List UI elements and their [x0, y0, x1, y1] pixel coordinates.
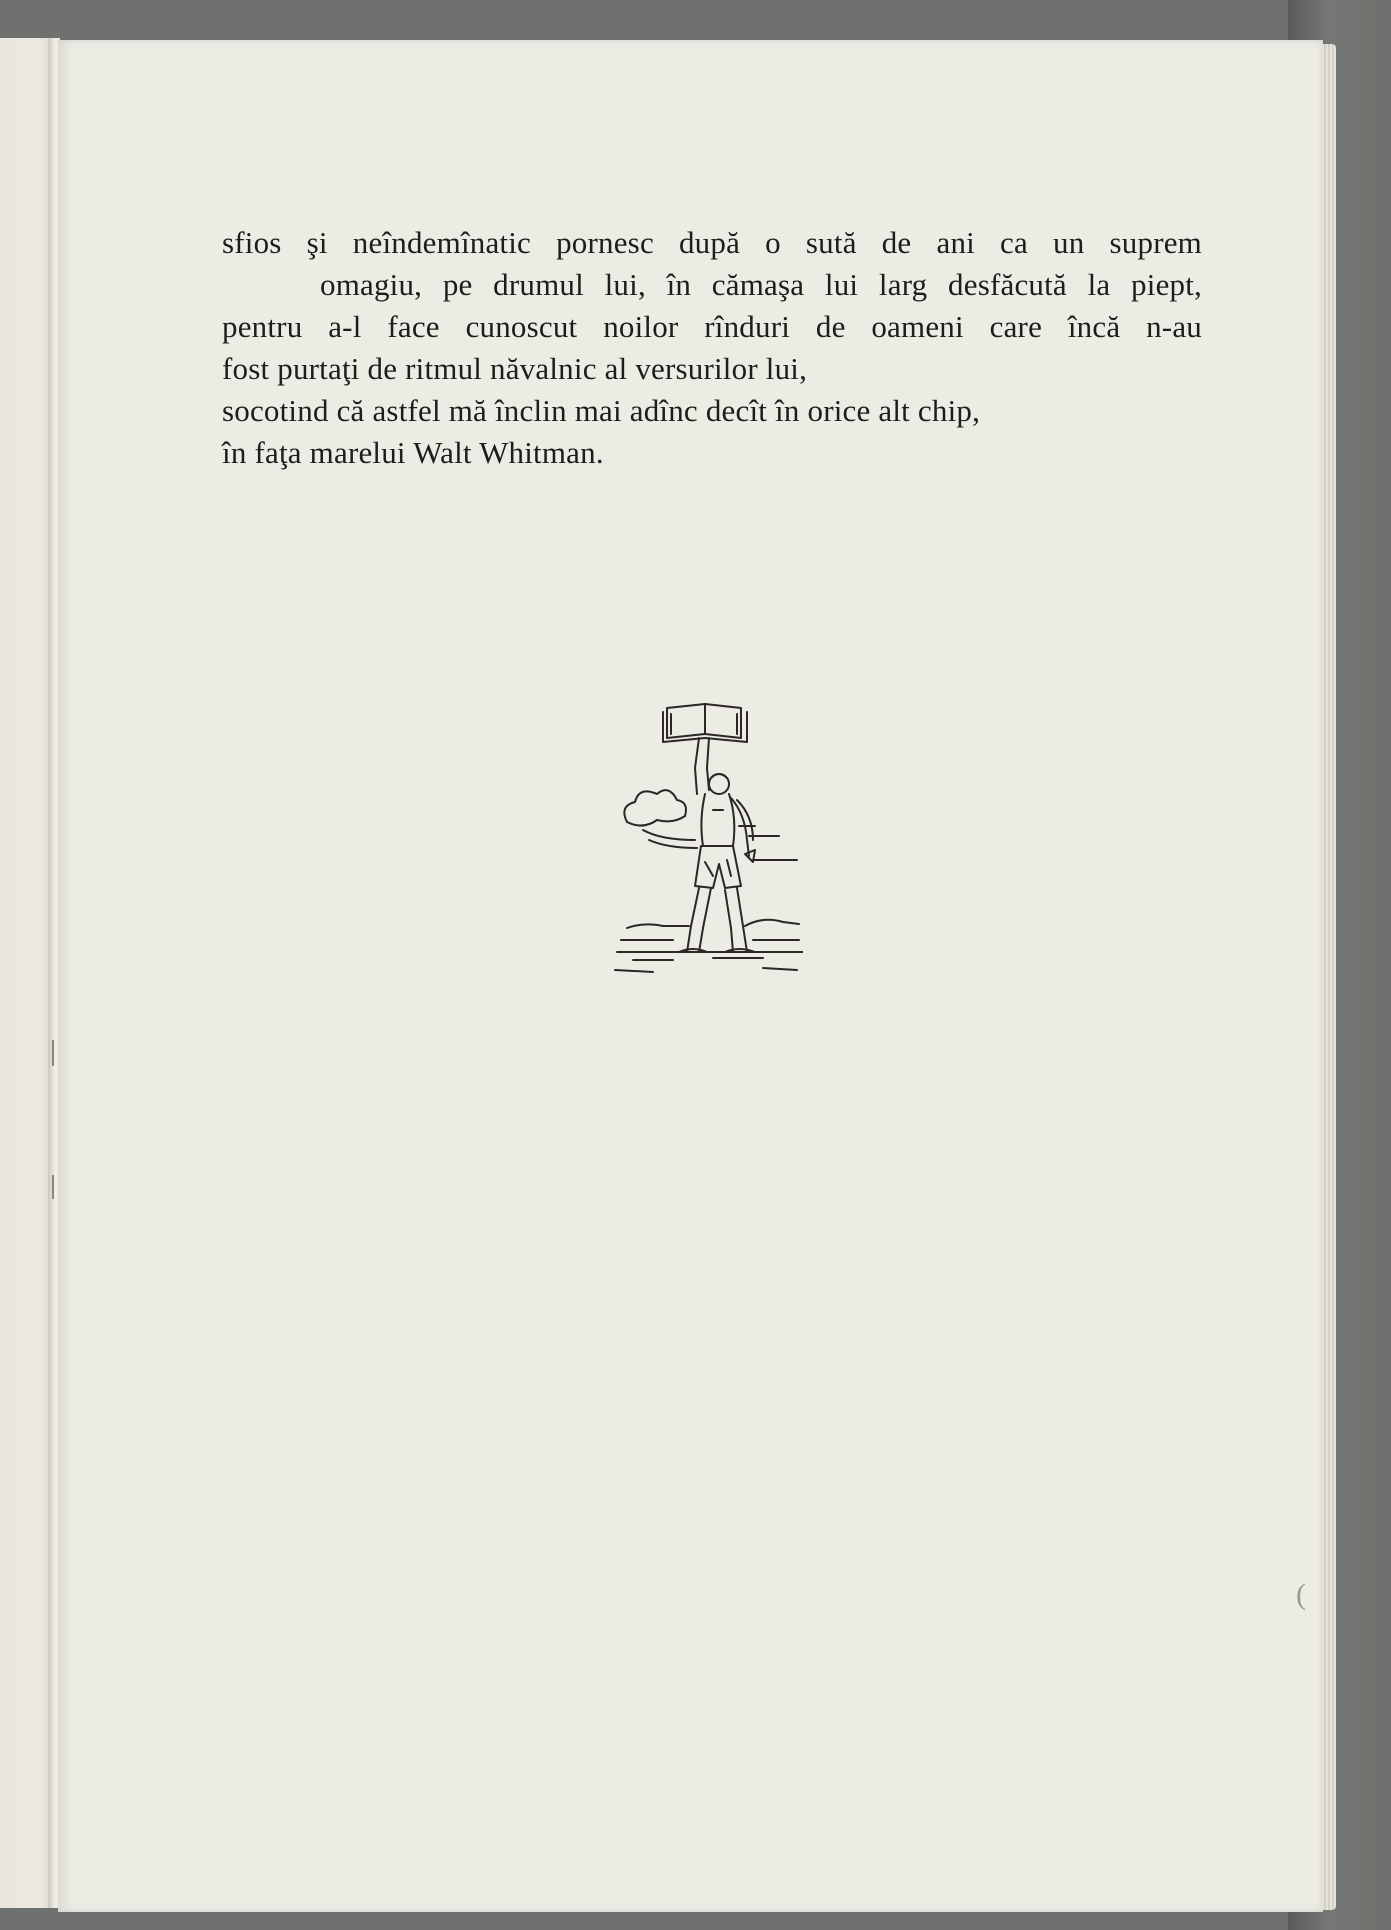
right-page: [58, 40, 1323, 1912]
text-line: pentru a-l face cunoscut noilor rînduri de oameni care încă n-au: [222, 309, 1202, 344]
text-line: socotind că astfel mă înclin mai adînc decît în orice alt chip,: [222, 393, 981, 428]
body-paragraph: [222, 222, 1222, 474]
page-edge-mark: (: [1296, 1578, 1306, 1611]
binding-stitch: [52, 1040, 54, 1066]
text-line: omagiu, pe drumul lui, în cămaşa lui larg desfăcută la piept,: [320, 267, 1202, 302]
figure-holding-open-book-icon: [613, 690, 803, 980]
text-line: în faţa marelui Walt Whitman.: [222, 435, 604, 470]
binding-stitch: [52, 1175, 54, 1199]
text-line: sfios şi neîndemînatic pornesc după o sută de ani ca un suprem: [222, 225, 1202, 260]
text-line: fost purtaţi de ritmul năvalnic al versurilor lui,: [222, 351, 808, 386]
